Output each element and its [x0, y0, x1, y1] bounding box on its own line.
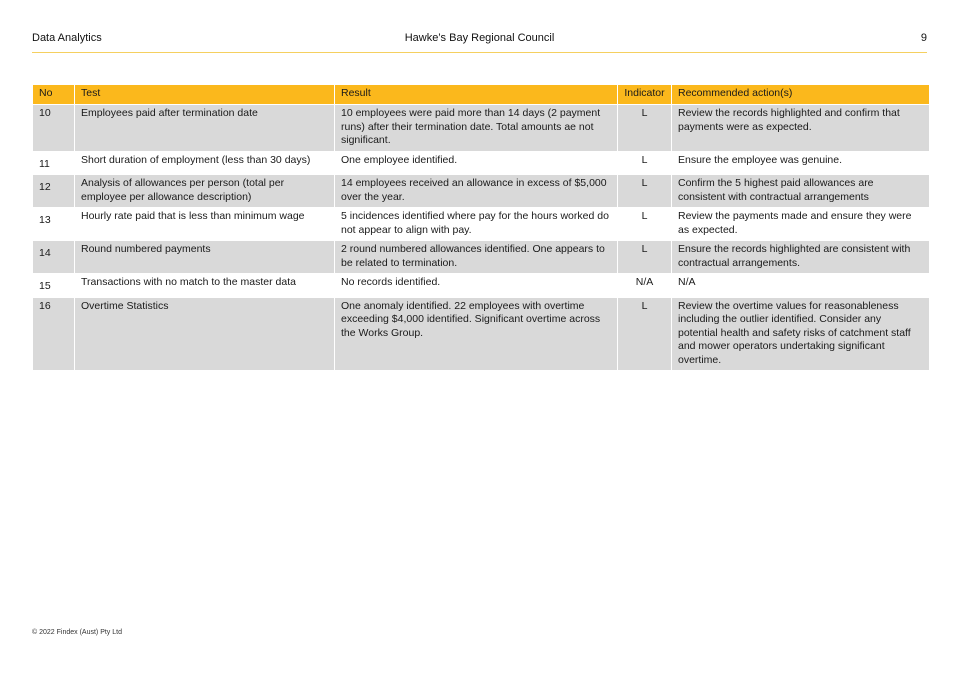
row-test: Analysis of allowances per person (total per employee per allowance description)	[75, 175, 335, 208]
row-indicator: N/A	[618, 274, 672, 298]
row-action: Ensure the records highlighted are consistent with contractual arrangements.	[672, 241, 930, 274]
row-result: One employee identified.	[335, 151, 618, 175]
row-action: Ensure the employee was genuine.	[672, 151, 930, 175]
row-result: 2 round numbered allowances identified. One appears to be related to termination.	[335, 241, 618, 274]
column-header-indicator: Indicator	[618, 85, 672, 105]
table-header-row	[33, 85, 930, 105]
row-test: Employees paid after termination date	[75, 105, 335, 152]
header-section-title: Data Analytics	[32, 32, 102, 44]
row-action: Review the overtime values for reasonableness including the outlier identified. Consider any potential health and safety risks of catchment staff and mower operators undertaking significant overtime.	[672, 297, 930, 371]
page-header	[32, 30, 927, 46]
table-row	[33, 105, 930, 152]
row-indicator: L	[618, 241, 672, 274]
row-number: 15	[33, 274, 75, 298]
row-number: 16	[33, 297, 75, 371]
column-header-test: Test	[75, 85, 335, 105]
row-result: 14 employees received an allowance in excess of $5,000 over the year.	[335, 175, 618, 208]
row-test: Overtime Statistics	[75, 297, 335, 371]
page-number: 9	[920, 32, 927, 44]
row-indicator: L	[618, 297, 672, 371]
row-test: Round numbered payments	[75, 241, 335, 274]
row-number: 12	[33, 175, 75, 208]
row-result: No records identified.	[335, 274, 618, 298]
table-row	[33, 274, 930, 298]
footer-copyright: © 2022 Findex (Aust) Pty Ltd	[32, 629, 122, 636]
row-indicator: L	[618, 175, 672, 208]
row-test: Transactions with no match to the master data	[75, 274, 335, 298]
table-row	[33, 175, 930, 208]
row-number: 10	[33, 105, 75, 152]
column-header-recommended-actions: Recommended action(s)	[672, 85, 930, 105]
header-document-title: Hawke’s Bay Regional Council	[404, 32, 555, 44]
row-action: Review the payments made and ensure they were as expected.	[672, 208, 930, 241]
row-action: Review the records highlighted and confirm that payments were as expected.	[672, 105, 930, 152]
results-table	[32, 84, 930, 371]
column-header-result: Result	[335, 85, 618, 105]
row-indicator: L	[618, 105, 672, 152]
row-indicator: L	[618, 151, 672, 175]
column-header-no: No	[33, 85, 75, 105]
row-result: 10 employees were paid more than 14 days (2 payment runs) after their termination date. Total amounts ae not significant.	[335, 105, 618, 152]
row-action: N/A	[672, 274, 930, 298]
header-divider	[32, 52, 927, 53]
table-row	[33, 297, 930, 371]
table-row	[33, 151, 930, 175]
row-indicator: L	[618, 208, 672, 241]
table-row	[33, 241, 930, 274]
row-result: 5 incidences identified where pay for the hours worked do not appear to align with pay.	[335, 208, 618, 241]
row-test: Short duration of employment (less than 30 days)	[75, 151, 335, 175]
row-test: Hourly rate paid that is less than minimum wage	[75, 208, 335, 241]
row-number: 13	[33, 208, 75, 241]
row-number: 14	[33, 241, 75, 274]
row-action: Confirm the 5 highest paid allowances are consistent with contractual arrangements	[672, 175, 930, 208]
row-number: 11	[33, 151, 75, 175]
row-result: One anomaly identified. 22 employees with overtime exceeding $4,000 identified. Significant overtime across the Works Group.	[335, 297, 618, 371]
table-row	[33, 208, 930, 241]
